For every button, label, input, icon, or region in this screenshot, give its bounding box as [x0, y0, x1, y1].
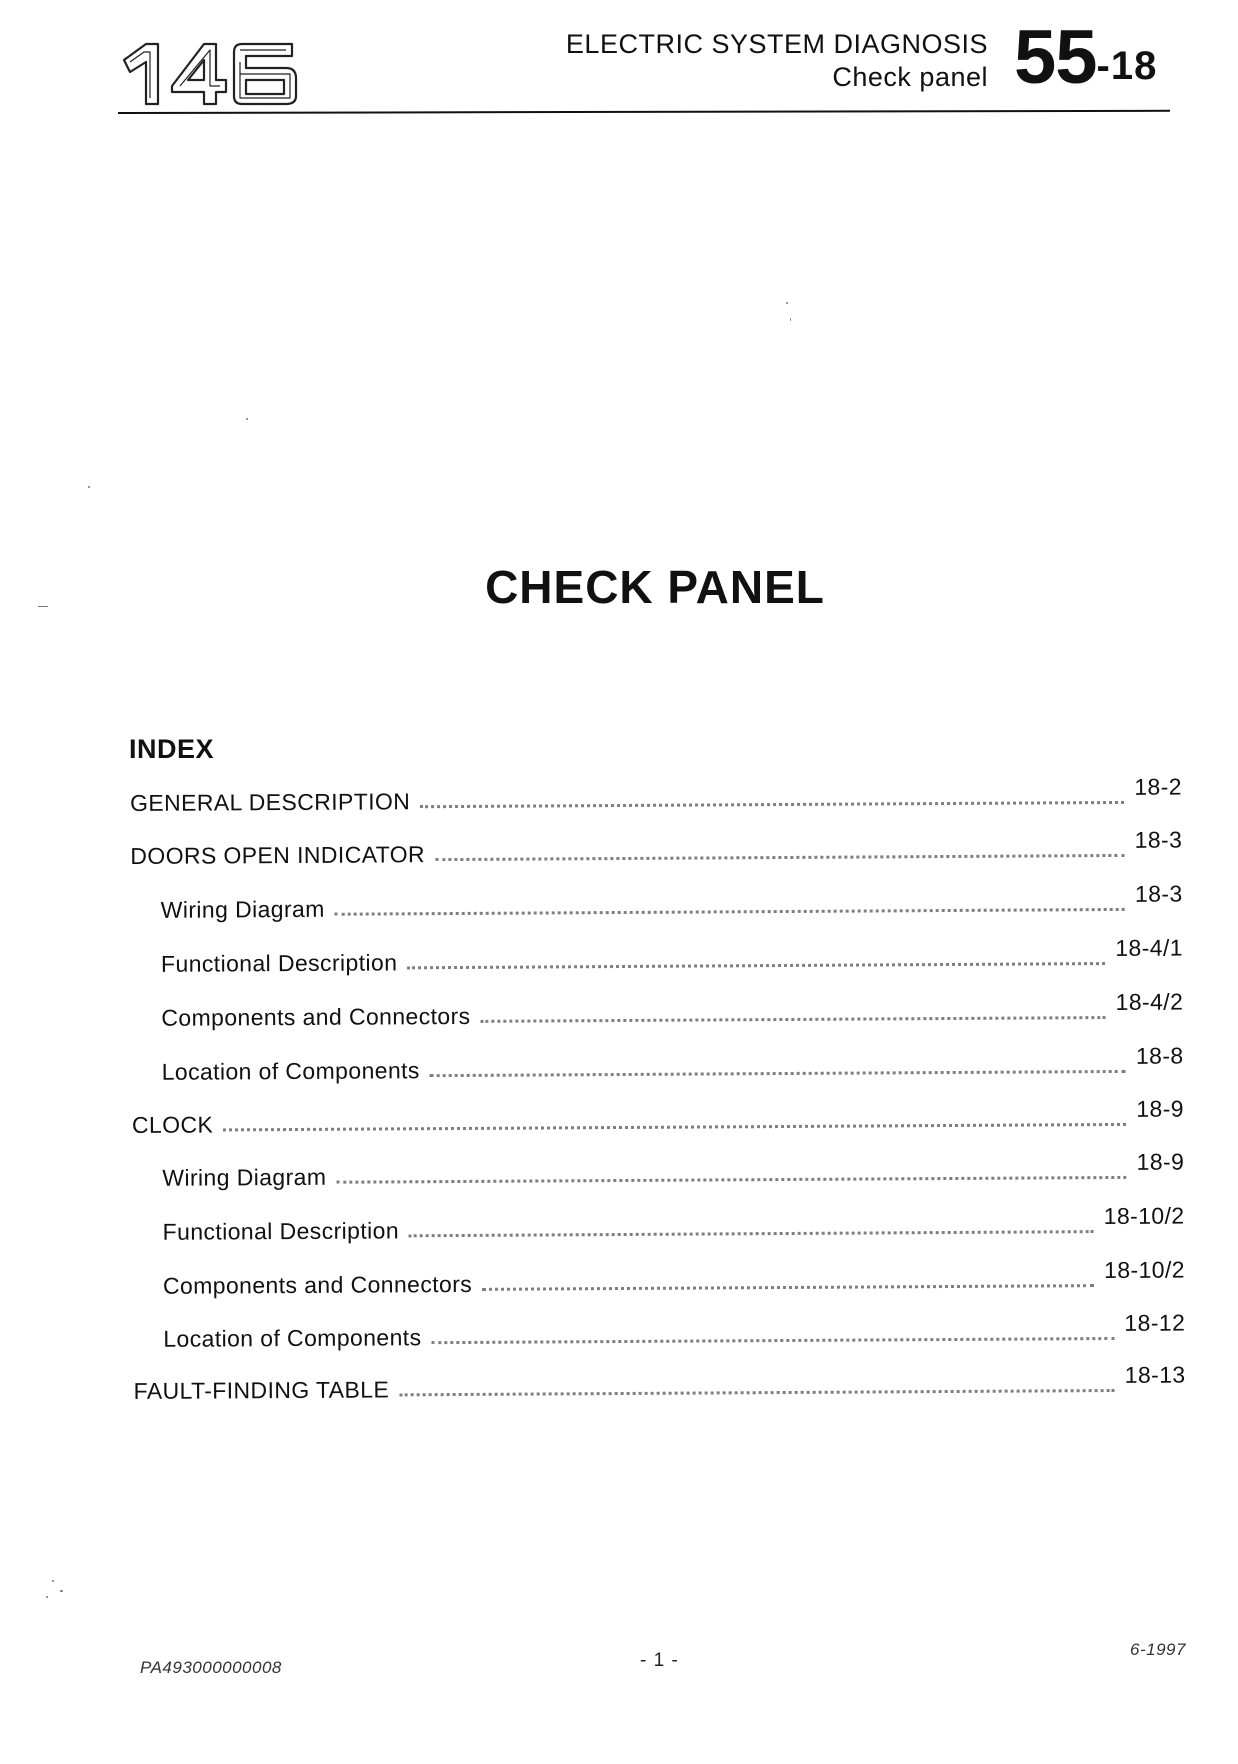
index-entry[interactable] [133, 1309, 1186, 1360]
scan-speck [38, 606, 48, 607]
index-entry[interactable] [131, 934, 1184, 985]
dot-leader [399, 1388, 1115, 1396]
index-entry[interactable] [131, 1095, 1184, 1146]
index-entry-label: FAULT-FINDING TABLE [133, 1376, 390, 1404]
index-entry-page: 18-3 [1134, 826, 1183, 853]
header-title-line2: Check panel [832, 62, 988, 92]
dot-leader [481, 1015, 1106, 1023]
dot-leader [409, 1229, 1094, 1237]
scan-speck [786, 302, 788, 304]
header-title-line1: ELECTRIC SYSTEM DIAGNOSIS [565, 29, 988, 59]
index-entry-label: Functional Description [160, 949, 398, 977]
index-entry[interactable] [132, 1148, 1185, 1199]
scan-speck [46, 1596, 48, 1598]
document-code: PA493000000008 [140, 1658, 282, 1677]
index-entry[interactable] [131, 988, 1184, 1039]
index-entry-page: 18-10/2 [1103, 1202, 1185, 1230]
scan-speck [60, 1590, 63, 1592]
index-entry[interactable] [129, 773, 1183, 824]
document-date: 6-1997 [1130, 1640, 1186, 1659]
dot-leader [335, 907, 1125, 916]
dot-leader [407, 961, 1105, 969]
index-entry[interactable] [133, 1202, 1185, 1253]
index-entry-page: 18-3 [1134, 880, 1183, 907]
index-entry[interactable] [132, 1042, 1184, 1093]
index-entry-page: 18-13 [1124, 1361, 1186, 1388]
index-entry-label: CLOCK [131, 1111, 214, 1138]
index-entry-label: Location of Components [163, 1324, 422, 1352]
scan-speck [790, 318, 791, 321]
section-number-main: 55 [1014, 15, 1097, 100]
index-entry[interactable] [133, 1361, 1186, 1412]
index-entry-label: Location of Components [161, 1057, 420, 1085]
page-number: - 1 - [640, 1650, 679, 1671]
section-number-sub: -18 [1096, 44, 1158, 88]
scan-speck [246, 418, 248, 420]
index-entry-page: 18-8 [1135, 1042, 1184, 1069]
index-entry-page: 18-9 [1136, 1148, 1185, 1175]
page-title: CHECK PANEL [485, 561, 825, 613]
dot-leader [430, 1069, 1126, 1077]
index-entry-label: Components and Connectors [161, 1002, 471, 1031]
index-entry-page: 18-2 [1134, 773, 1183, 800]
dot-leader [431, 1336, 1114, 1344]
index-entry-page: 18-4/1 [1115, 934, 1184, 961]
dot-leader [420, 800, 1124, 808]
dot-leader [223, 1122, 1126, 1132]
index-heading: INDEX [129, 734, 215, 764]
index-entry[interactable] [130, 826, 1183, 877]
logo-text: 146 [116, 38, 118, 39]
index-entry-label: Components and Connectors [162, 1270, 473, 1299]
index-entry-label: Wiring Diagram [162, 1163, 327, 1191]
index-entry-page: 18-4/2 [1115, 988, 1184, 1015]
index-entry[interactable] [133, 1256, 1185, 1307]
index-entry-label: Wiring Diagram [160, 895, 325, 923]
index-entry-page: 18-12 [1124, 1309, 1186, 1336]
dot-leader [482, 1283, 1094, 1291]
scan-speck [52, 1580, 54, 1582]
index-entry-label: DOORS OPEN INDICATOR [130, 841, 426, 869]
index-entry-page: 18-9 [1136, 1095, 1184, 1122]
index-entry-label: GENERAL DESCRIPTION [129, 788, 411, 816]
index-entry[interactable] [131, 880, 1183, 931]
index-entry-label: Functional Description [162, 1217, 400, 1245]
dot-leader [435, 853, 1125, 861]
scan-speck [88, 486, 90, 488]
index-entry-page: 18-10/2 [1103, 1256, 1185, 1284]
dot-leader [336, 1175, 1126, 1184]
